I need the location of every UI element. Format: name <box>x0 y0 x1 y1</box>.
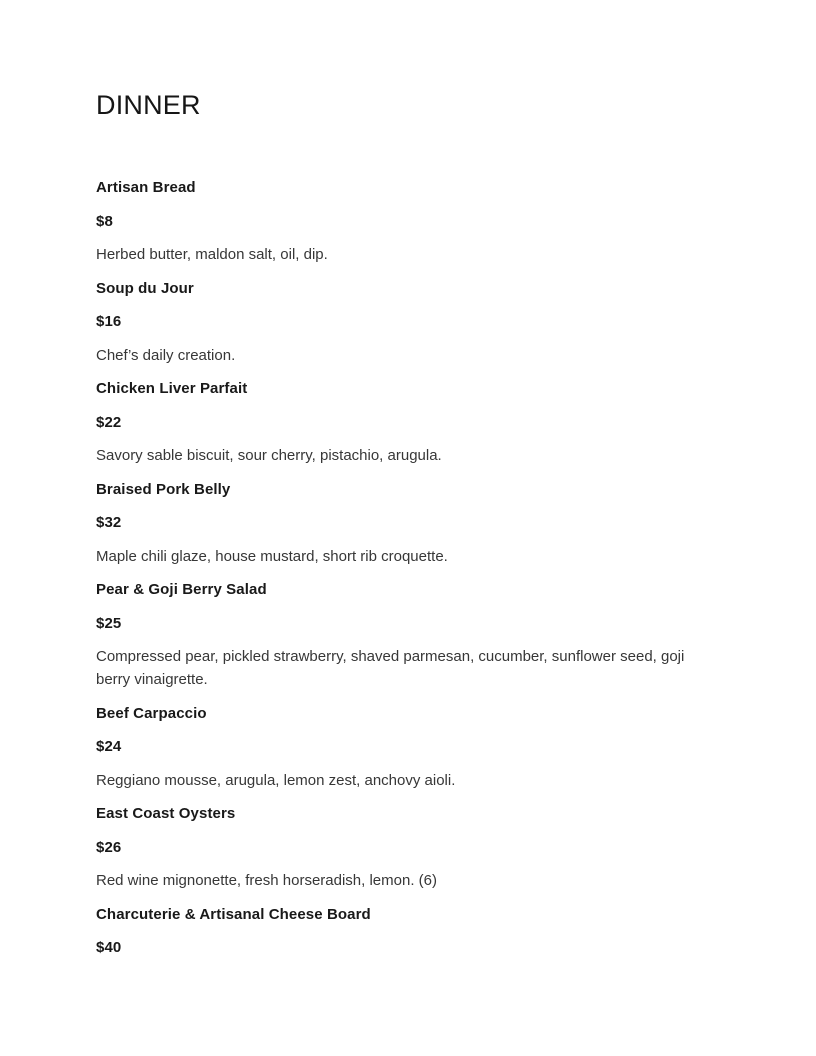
menu-item-price: $25 <box>96 614 122 632</box>
menu-item <box>96 377 720 467</box>
menu-item <box>96 702 720 792</box>
menu-item-name: Pear & Goji Berry Salad <box>96 581 267 598</box>
menu-item <box>96 277 720 367</box>
menu-item <box>96 176 720 266</box>
menu-item <box>96 802 720 892</box>
menu-item-price: $26 <box>96 838 122 856</box>
menu-item-description: Savory sable biscuit, sour cherry, pistachio, arugula. <box>96 447 442 464</box>
menu-item-price: $24 <box>96 738 122 755</box>
menu-item-name: Chicken Liver Parfait <box>96 380 248 397</box>
menu-item-description: Herbed butter, maldon salt, oil, dip. <box>96 246 328 263</box>
menu-item-price: $32 <box>96 514 122 531</box>
menu-item-name: Soup du Jour <box>96 279 194 297</box>
menu-item-description: Chef’s daily creation. <box>96 346 236 364</box>
page-title: DINNER <box>96 90 201 120</box>
menu-item <box>96 578 720 691</box>
menu-item-description: Maple chili glaze, house mustard, short rib croquette. <box>96 547 448 565</box>
menu-item <box>96 903 720 960</box>
menu-item-name: East Coast Oysters <box>96 805 236 822</box>
menu-item-description: Compressed pear, pickled strawberry, shaved parmesan, cucumber, sunflower seed, goji berry vinaigrette. <box>96 648 685 688</box>
menu-item-price: $8 <box>96 212 113 230</box>
menu-item-price: $40 <box>96 939 122 956</box>
menu-item-name: Braised Pork Belly <box>96 480 231 498</box>
menu-item-description: Red wine mignonette, fresh horseradish, lemon. (6) <box>96 872 438 889</box>
menu-item-name: Artisan Bread <box>96 179 196 196</box>
menu-item-name: Beef Carpaccio <box>96 704 207 722</box>
menu-item-price: $22 <box>96 413 122 431</box>
menu-item <box>96 478 720 568</box>
menu-item-name: Charcuterie & Artisanal Cheese Board <box>96 905 371 923</box>
menu-item-price: $16 <box>96 313 122 330</box>
menu-item-description: Reggiano mousse, arugula, lemon zest, anchovy aioli. <box>96 771 456 789</box>
menu-list <box>96 176 720 959</box>
